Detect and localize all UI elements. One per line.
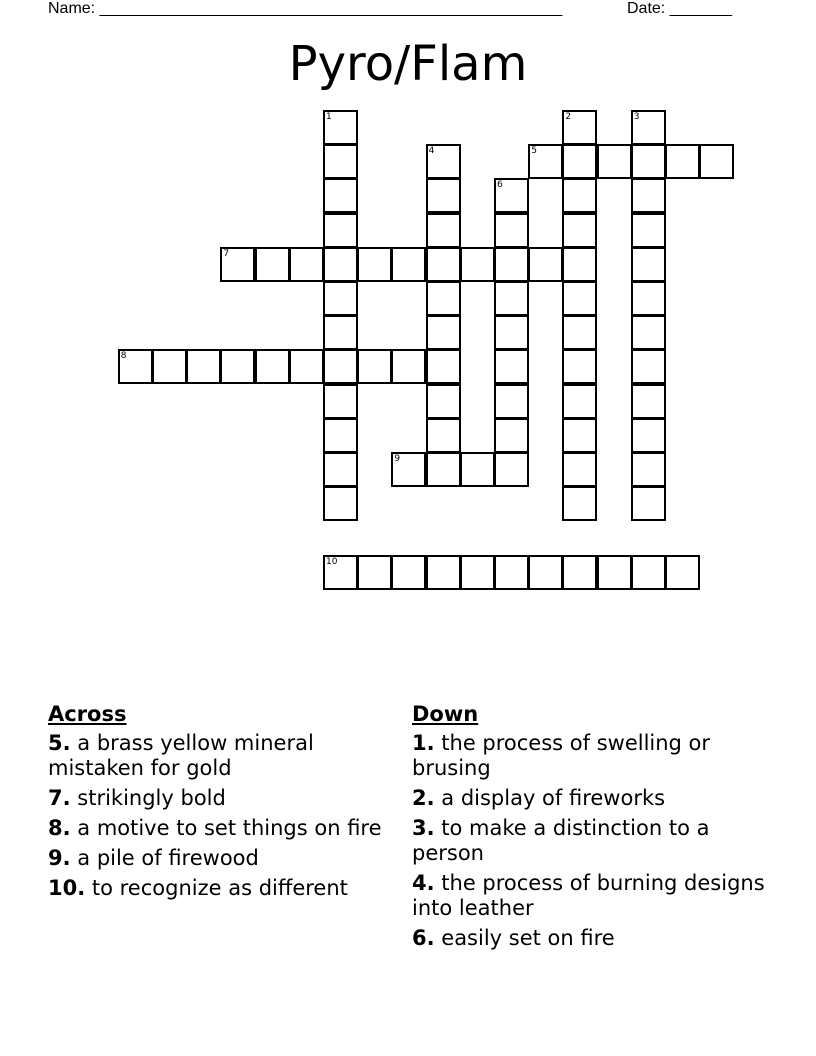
grid-cell[interactable] <box>426 384 461 419</box>
grid-cell[interactable] <box>323 247 358 282</box>
grid-cell[interactable] <box>562 349 597 384</box>
grid-cell[interactable] <box>631 555 666 590</box>
clue-item: 3. to make a distinction to a person <box>412 816 710 865</box>
grid-cell[interactable] <box>562 452 597 487</box>
grid-cell[interactable] <box>426 247 461 282</box>
grid-cell[interactable] <box>460 555 495 590</box>
clue-number: 2 <box>565 112 572 122</box>
grid-cell[interactable] <box>494 281 529 316</box>
grid-cell[interactable] <box>597 144 632 179</box>
clue-number: 10 <box>326 556 338 567</box>
grid-cell[interactable] <box>323 349 358 384</box>
grid-cell[interactable] <box>152 349 187 384</box>
clue-item: 9. a pile of firewood <box>48 846 259 870</box>
grid-cell[interactable] <box>255 349 290 384</box>
grid-cell[interactable] <box>494 213 529 248</box>
grid-cell[interactable] <box>562 418 597 453</box>
grid-cell[interactable] <box>597 555 632 590</box>
grid-cell[interactable] <box>391 247 426 282</box>
clue-item: 5. a brass yellow mineral mistaken for gold <box>48 731 314 780</box>
grid-cell[interactable] <box>494 452 529 487</box>
grid-cell[interactable] <box>631 486 666 521</box>
clue-item: 1. the process of swelling or brusing <box>412 731 711 780</box>
down-clues <box>412 702 772 956</box>
clue-number: 7 <box>223 248 230 259</box>
grid-cell[interactable] <box>631 452 666 487</box>
grid-cell[interactable] <box>562 486 597 521</box>
grid-cell[interactable] <box>631 110 666 145</box>
grid-cell[interactable] <box>494 178 529 213</box>
grid-cell[interactable] <box>357 349 392 384</box>
grid-cell[interactable] <box>289 349 324 384</box>
grid-cell[interactable] <box>460 247 495 282</box>
grid-cell[interactable] <box>323 213 358 248</box>
grid-cell[interactable] <box>562 315 597 350</box>
clue-item: 8. a motive to set things on fire <box>48 816 382 840</box>
grid-cell[interactable] <box>562 384 597 419</box>
grid-cell[interactable] <box>426 452 461 487</box>
grid-cell[interactable] <box>460 452 495 487</box>
grid-cell[interactable] <box>391 452 426 487</box>
grid-cell[interactable] <box>220 247 255 282</box>
puzzle-title: Pyro/Flam <box>288 36 528 92</box>
clue-number: 4 <box>428 146 435 157</box>
grid-cell[interactable] <box>631 281 666 316</box>
grid-cell[interactable] <box>220 349 255 384</box>
clue-number: 3 <box>633 112 640 122</box>
grid-cell[interactable] <box>562 247 597 282</box>
grid-cell[interactable] <box>562 110 597 145</box>
grid-cell[interactable] <box>186 349 221 384</box>
grid-cell[interactable] <box>255 247 290 282</box>
grid-cell[interactable] <box>426 349 461 384</box>
grid-cell[interactable] <box>494 555 529 590</box>
grid-cell[interactable] <box>289 247 324 282</box>
grid-cell[interactable] <box>562 144 597 179</box>
grid-cell[interactable] <box>323 144 358 179</box>
grid-cell[interactable] <box>391 555 426 590</box>
grid-cell[interactable] <box>357 247 392 282</box>
grid-cell[interactable] <box>323 110 358 145</box>
grid-cell[interactable] <box>494 247 529 282</box>
clue-number: 5 <box>531 146 537 157</box>
grid-cell[interactable] <box>323 555 358 590</box>
grid-cell[interactable] <box>631 418 666 453</box>
grid-cell[interactable] <box>323 418 358 453</box>
grid-cell[interactable] <box>323 178 358 213</box>
grid-cell[interactable] <box>494 384 529 419</box>
grid-cell[interactable] <box>426 418 461 453</box>
date-line: Date: _______ <box>627 0 732 17</box>
grid-cell[interactable] <box>699 144 734 179</box>
grid-cell[interactable] <box>528 144 563 179</box>
grid-cell[interactable] <box>631 384 666 419</box>
grid-cell[interactable] <box>494 349 529 384</box>
grid-cell[interactable] <box>631 213 666 248</box>
clue-item: 2. a display of fireworks <box>412 786 666 810</box>
grid-cell[interactable] <box>323 281 358 316</box>
grid-cell[interactable] <box>118 349 153 384</box>
clue-item: 4. the process of burning designs into leather <box>412 871 765 920</box>
grid-cell[interactable] <box>494 418 529 453</box>
grid-cell[interactable] <box>426 555 461 590</box>
grid-cell[interactable] <box>426 144 461 179</box>
grid-cell[interactable] <box>357 555 392 590</box>
grid-cell[interactable] <box>426 178 461 213</box>
down-heading: Down <box>412 702 479 726</box>
clue-number: 1 <box>326 112 332 122</box>
grid-cell[interactable] <box>528 247 563 282</box>
grid-cell[interactable] <box>631 349 666 384</box>
grid-cell[interactable] <box>426 315 461 350</box>
clue-item: 10. to recognize as different <box>48 876 348 900</box>
clue-item: 7. strikingly bold <box>48 786 226 810</box>
grid-cell[interactable] <box>631 178 666 213</box>
grid-cell[interactable] <box>631 315 666 350</box>
grid-cell[interactable] <box>562 281 597 316</box>
clue-number: 9 <box>394 454 401 464</box>
grid-cell[interactable] <box>494 315 529 350</box>
grid-cell[interactable] <box>562 178 597 213</box>
grid-cell[interactable] <box>665 555 700 590</box>
grid-cell[interactable] <box>631 144 666 179</box>
across-heading: Across <box>48 702 127 726</box>
clue-number: 6 <box>497 180 503 191</box>
grid-cell[interactable] <box>391 349 426 384</box>
grid-cell[interactable] <box>426 281 461 316</box>
grid-cell[interactable] <box>528 555 563 590</box>
grid-cell[interactable] <box>323 384 358 419</box>
grid-cell[interactable] <box>323 486 358 521</box>
grid-cell[interactable] <box>426 213 461 248</box>
clue-number: 8 <box>120 351 127 362</box>
grid-cell[interactable] <box>631 247 666 282</box>
grid-cell[interactable] <box>323 452 358 487</box>
grid-cell[interactable] <box>665 144 700 179</box>
grid-cell[interactable] <box>562 555 597 590</box>
grid-cell[interactable] <box>323 315 358 350</box>
grid-cell[interactable] <box>562 213 597 248</box>
name-line: Name: ____________________________________________________ <box>48 0 563 17</box>
clue-item: 6. easily set on fire <box>412 926 615 950</box>
across-clues <box>48 702 398 906</box>
